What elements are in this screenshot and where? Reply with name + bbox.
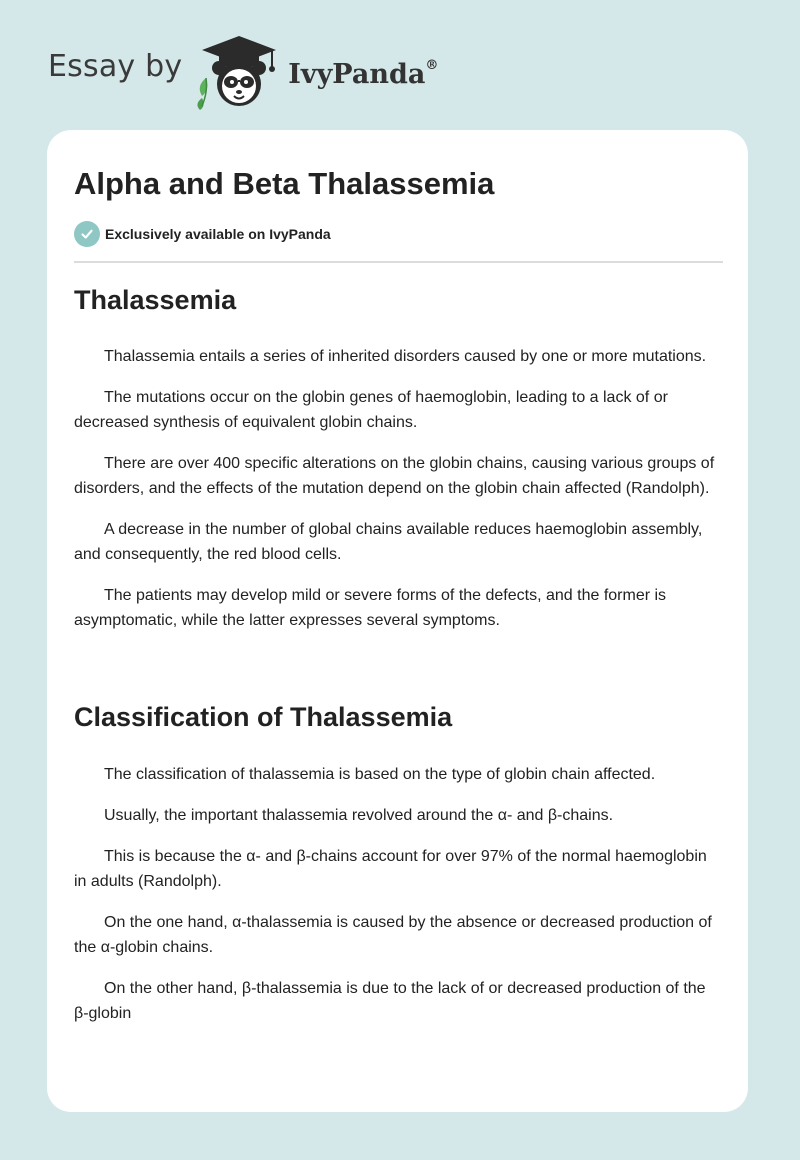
- ivypanda-logo-icon[interactable]: [192, 34, 286, 110]
- section-heading: Thalassemia: [74, 285, 237, 315]
- paragraph: The patients may develop mild or severe forms of the defects, and the former is asymptomatic, while the latter expresses several symptoms.: [74, 587, 667, 629]
- essay-by-label: Essay by: [48, 48, 183, 84]
- section-body: [74, 762, 723, 1042]
- paragraph: The mutations occur on the globin genes of haemoglobin, leading to a lack of or decreased synthesis of equivalent globin chains.: [74, 389, 668, 431]
- brand-name[interactable]: IvyPanda®: [288, 57, 439, 90]
- section-body: [74, 344, 723, 649]
- paragraph: On the one hand, α-thalassemia is caused by the absence or decreased production of the α-globin chains.: [74, 914, 712, 956]
- page-title: Alpha and Beta Thalassemia: [74, 166, 495, 201]
- check-circle-icon: [74, 221, 100, 247]
- section-heading: Classification of Thalassemia: [74, 702, 453, 732]
- paragraph: Usually, the important thalassemia revolved around the α- and β-chains.: [104, 807, 614, 824]
- exclusive-badge: [74, 221, 331, 247]
- exclusive-label: Exclusively available on IvyPanda: [105, 226, 331, 242]
- paragraph: The classification of thalassemia is based on the type of globin chain affected.: [104, 766, 656, 783]
- paragraph: A decrease in the number of global chains available reduces haemoglobin assembly, and consequently, the red blood cells.: [74, 521, 703, 563]
- registered-mark: ®: [425, 57, 439, 73]
- paragraph: This is because the α- and β-chains account for over 97% of the normal haemoglobin in adults (Randolph).: [74, 848, 707, 890]
- paragraph: On the other hand, β-thalassemia is due to the lack of or decreased production of the β-globin: [74, 980, 706, 1022]
- site-header: [48, 34, 438, 110]
- title-divider: [74, 261, 723, 263]
- paragraph: There are over 400 specific alterations on the globin chains, causing various groups of disorders, and the effects of the mutation depend on the globin chain affected (Randolph).: [74, 455, 715, 497]
- paragraph: Thalassemia entails a series of inherited disorders caused by one or more mutations.: [104, 348, 707, 365]
- essay-card: [47, 130, 748, 1112]
